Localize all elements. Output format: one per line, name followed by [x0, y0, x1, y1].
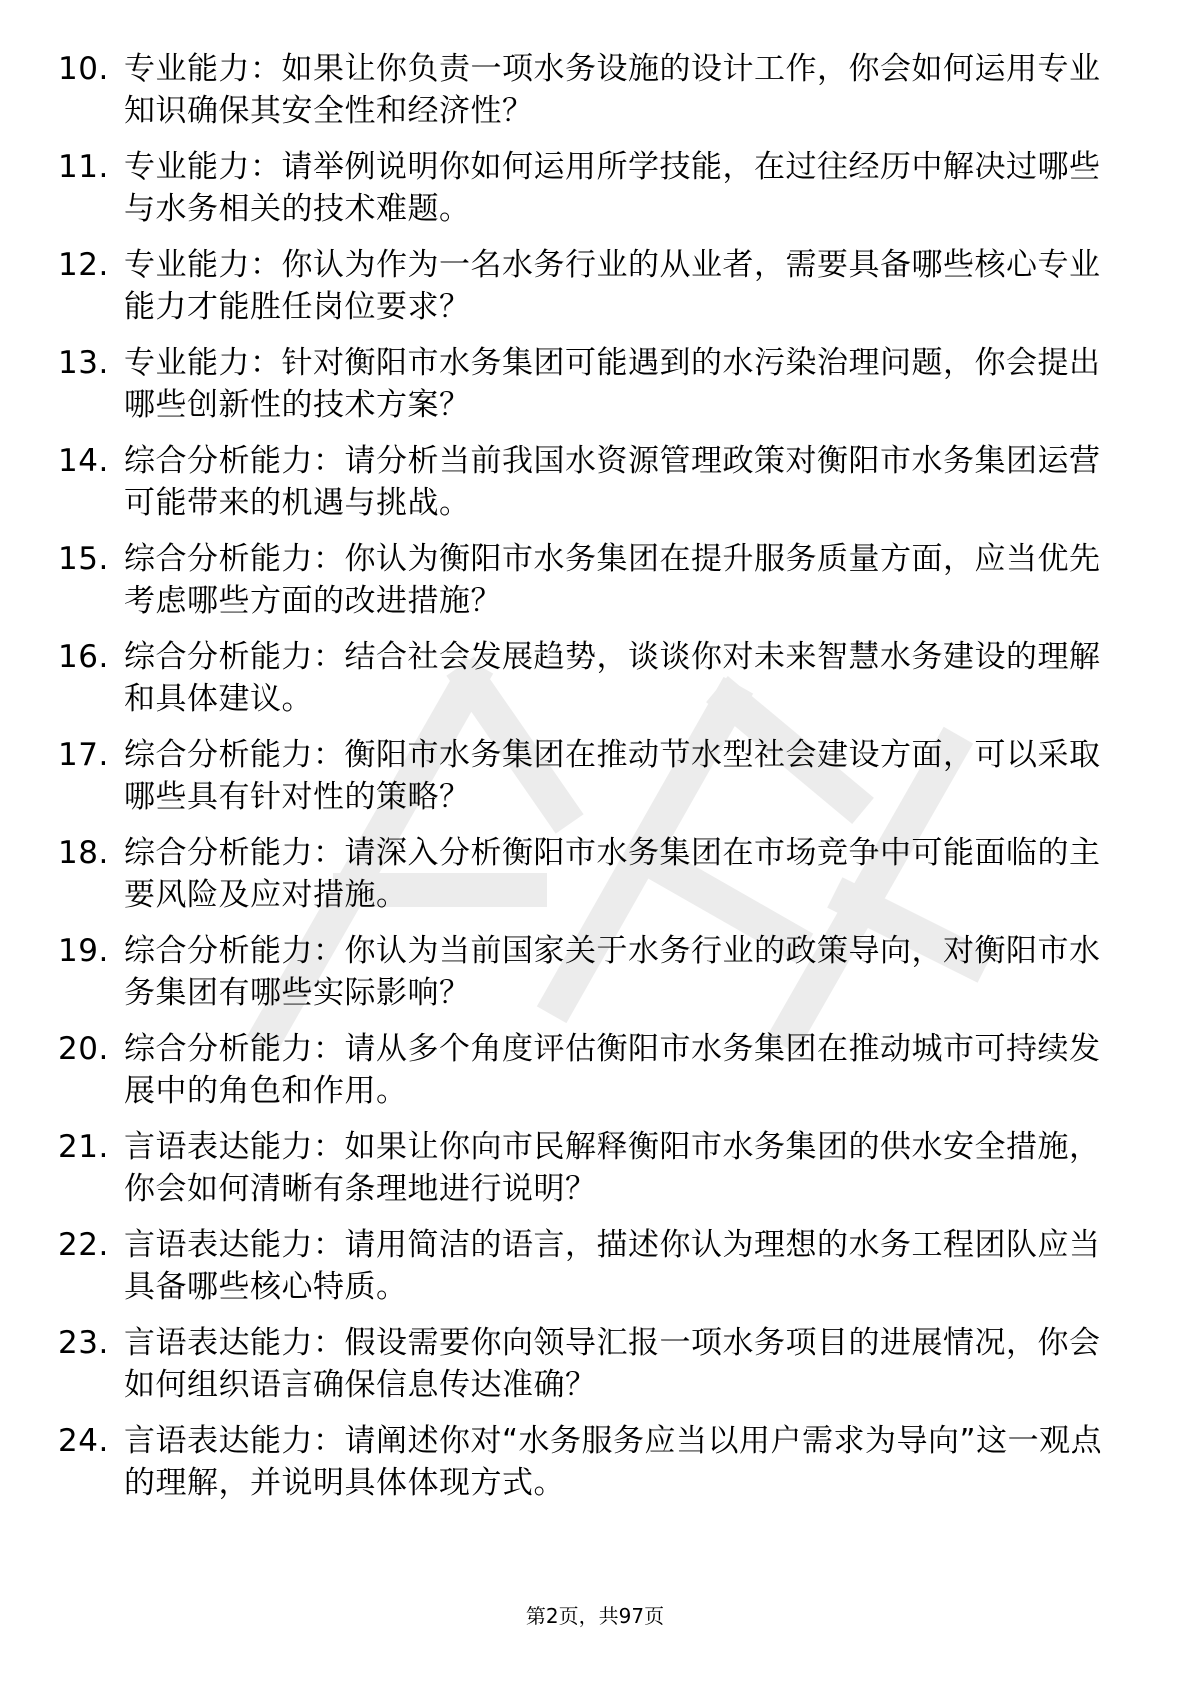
question-text: 言语表达能力：请用简洁的语言，描述你认为理想的水务工程团队应当具备哪些核心特质。 [124, 1227, 1101, 1305]
question-number: 10. [58, 51, 109, 87]
question-number: 12. [58, 247, 109, 283]
question-text: 专业能力：你认为作为一名水务行业的从业者，需要具备哪些核心专业能力才能胜任岗位要求？ [124, 247, 1101, 325]
question-text: 综合分析能力：请从多个角度评估衡阳市水务集团在推动城市可持续发展中的角色和作用。 [124, 1031, 1101, 1109]
page-footer [0, 1604, 1190, 1628]
page-number-label: 第2页，共97页 [525, 1604, 665, 1628]
question-text: 言语表达能力：如果让你向市民解释衡阳市水务集团的供水安全措施，你会如何清晰有条理地进行说明？ [124, 1129, 1101, 1207]
question-item [58, 1420, 1118, 1518]
question-item [58, 1322, 1118, 1420]
question-text: 综合分析能力：衡阳市水务集团在推动节水型社会建设方面，可以采取哪些具有针对性的策略？ [124, 737, 1101, 815]
question-number: 21. [58, 1129, 109, 1165]
question-number: 23. [58, 1325, 109, 1361]
question-item [58, 538, 1118, 636]
question-number: 14. [58, 443, 109, 479]
question-item [58, 1028, 1118, 1126]
question-text: 综合分析能力：结合社会发展趋势，谈谈你对未来智慧水务建设的理解和具体建议。 [124, 639, 1101, 717]
question-item [58, 1126, 1118, 1224]
question-text: 专业能力：针对衡阳市水务集团可能遇到的水污染治理问题，你会提出哪些创新性的技术方案？ [124, 345, 1101, 423]
question-number: 18. [58, 835, 109, 871]
question-number: 19. [58, 933, 109, 969]
question-text: 综合分析能力：你认为当前国家关于水务行业的政策导向，对衡阳市水务集团有哪些实际影响？ [124, 933, 1101, 1011]
question-text: 专业能力：如果让你负责一项水务设施的设计工作，你会如何运用专业知识确保其安全性和经济性？ [124, 51, 1101, 129]
question-item [58, 342, 1118, 440]
question-text: 专业能力：请举例说明你如何运用所学技能，在过往经历中解决过哪些与水务相关的技术难题。 [124, 149, 1101, 227]
question-text: 综合分析能力：请深入分析衡阳市水务集团在市场竞争中可能面临的主要风险及应对措施。 [124, 835, 1101, 913]
question-number: 24. [58, 1423, 109, 1459]
question-list [58, 48, 1118, 1518]
question-item [58, 146, 1118, 244]
question-item [58, 1224, 1118, 1322]
question-item [58, 244, 1118, 342]
question-text: 综合分析能力：你认为衡阳市水务集团在提升服务质量方面，应当优先考虑哪些方面的改进措施？ [124, 541, 1101, 619]
question-number: 11. [58, 149, 109, 185]
question-item [58, 440, 1118, 538]
question-number: 16. [58, 639, 109, 675]
question-item [58, 734, 1118, 832]
question-item [58, 930, 1118, 1028]
question-number: 17. [58, 737, 109, 773]
question-number: 20. [58, 1031, 109, 1067]
question-text: 言语表达能力：请阐述你对“水务服务应当以用户需求为导向”这一观点的理解，并说明具体体现方式。 [124, 1423, 1103, 1501]
question-item [58, 832, 1118, 930]
question-number: 15. [58, 541, 109, 577]
question-text: 言语表达能力：假设需要你向领导汇报一项水务项目的进展情况，你会如何组织语言确保信息传达准确？ [124, 1325, 1101, 1403]
question-item [58, 636, 1118, 734]
question-number: 13. [58, 345, 109, 381]
question-number: 22. [58, 1227, 109, 1263]
question-text: 综合分析能力：请分析当前我国水资源管理政策对衡阳市水务集团运营可能带来的机遇与挑战。 [124, 443, 1101, 521]
question-item [58, 48, 1118, 146]
